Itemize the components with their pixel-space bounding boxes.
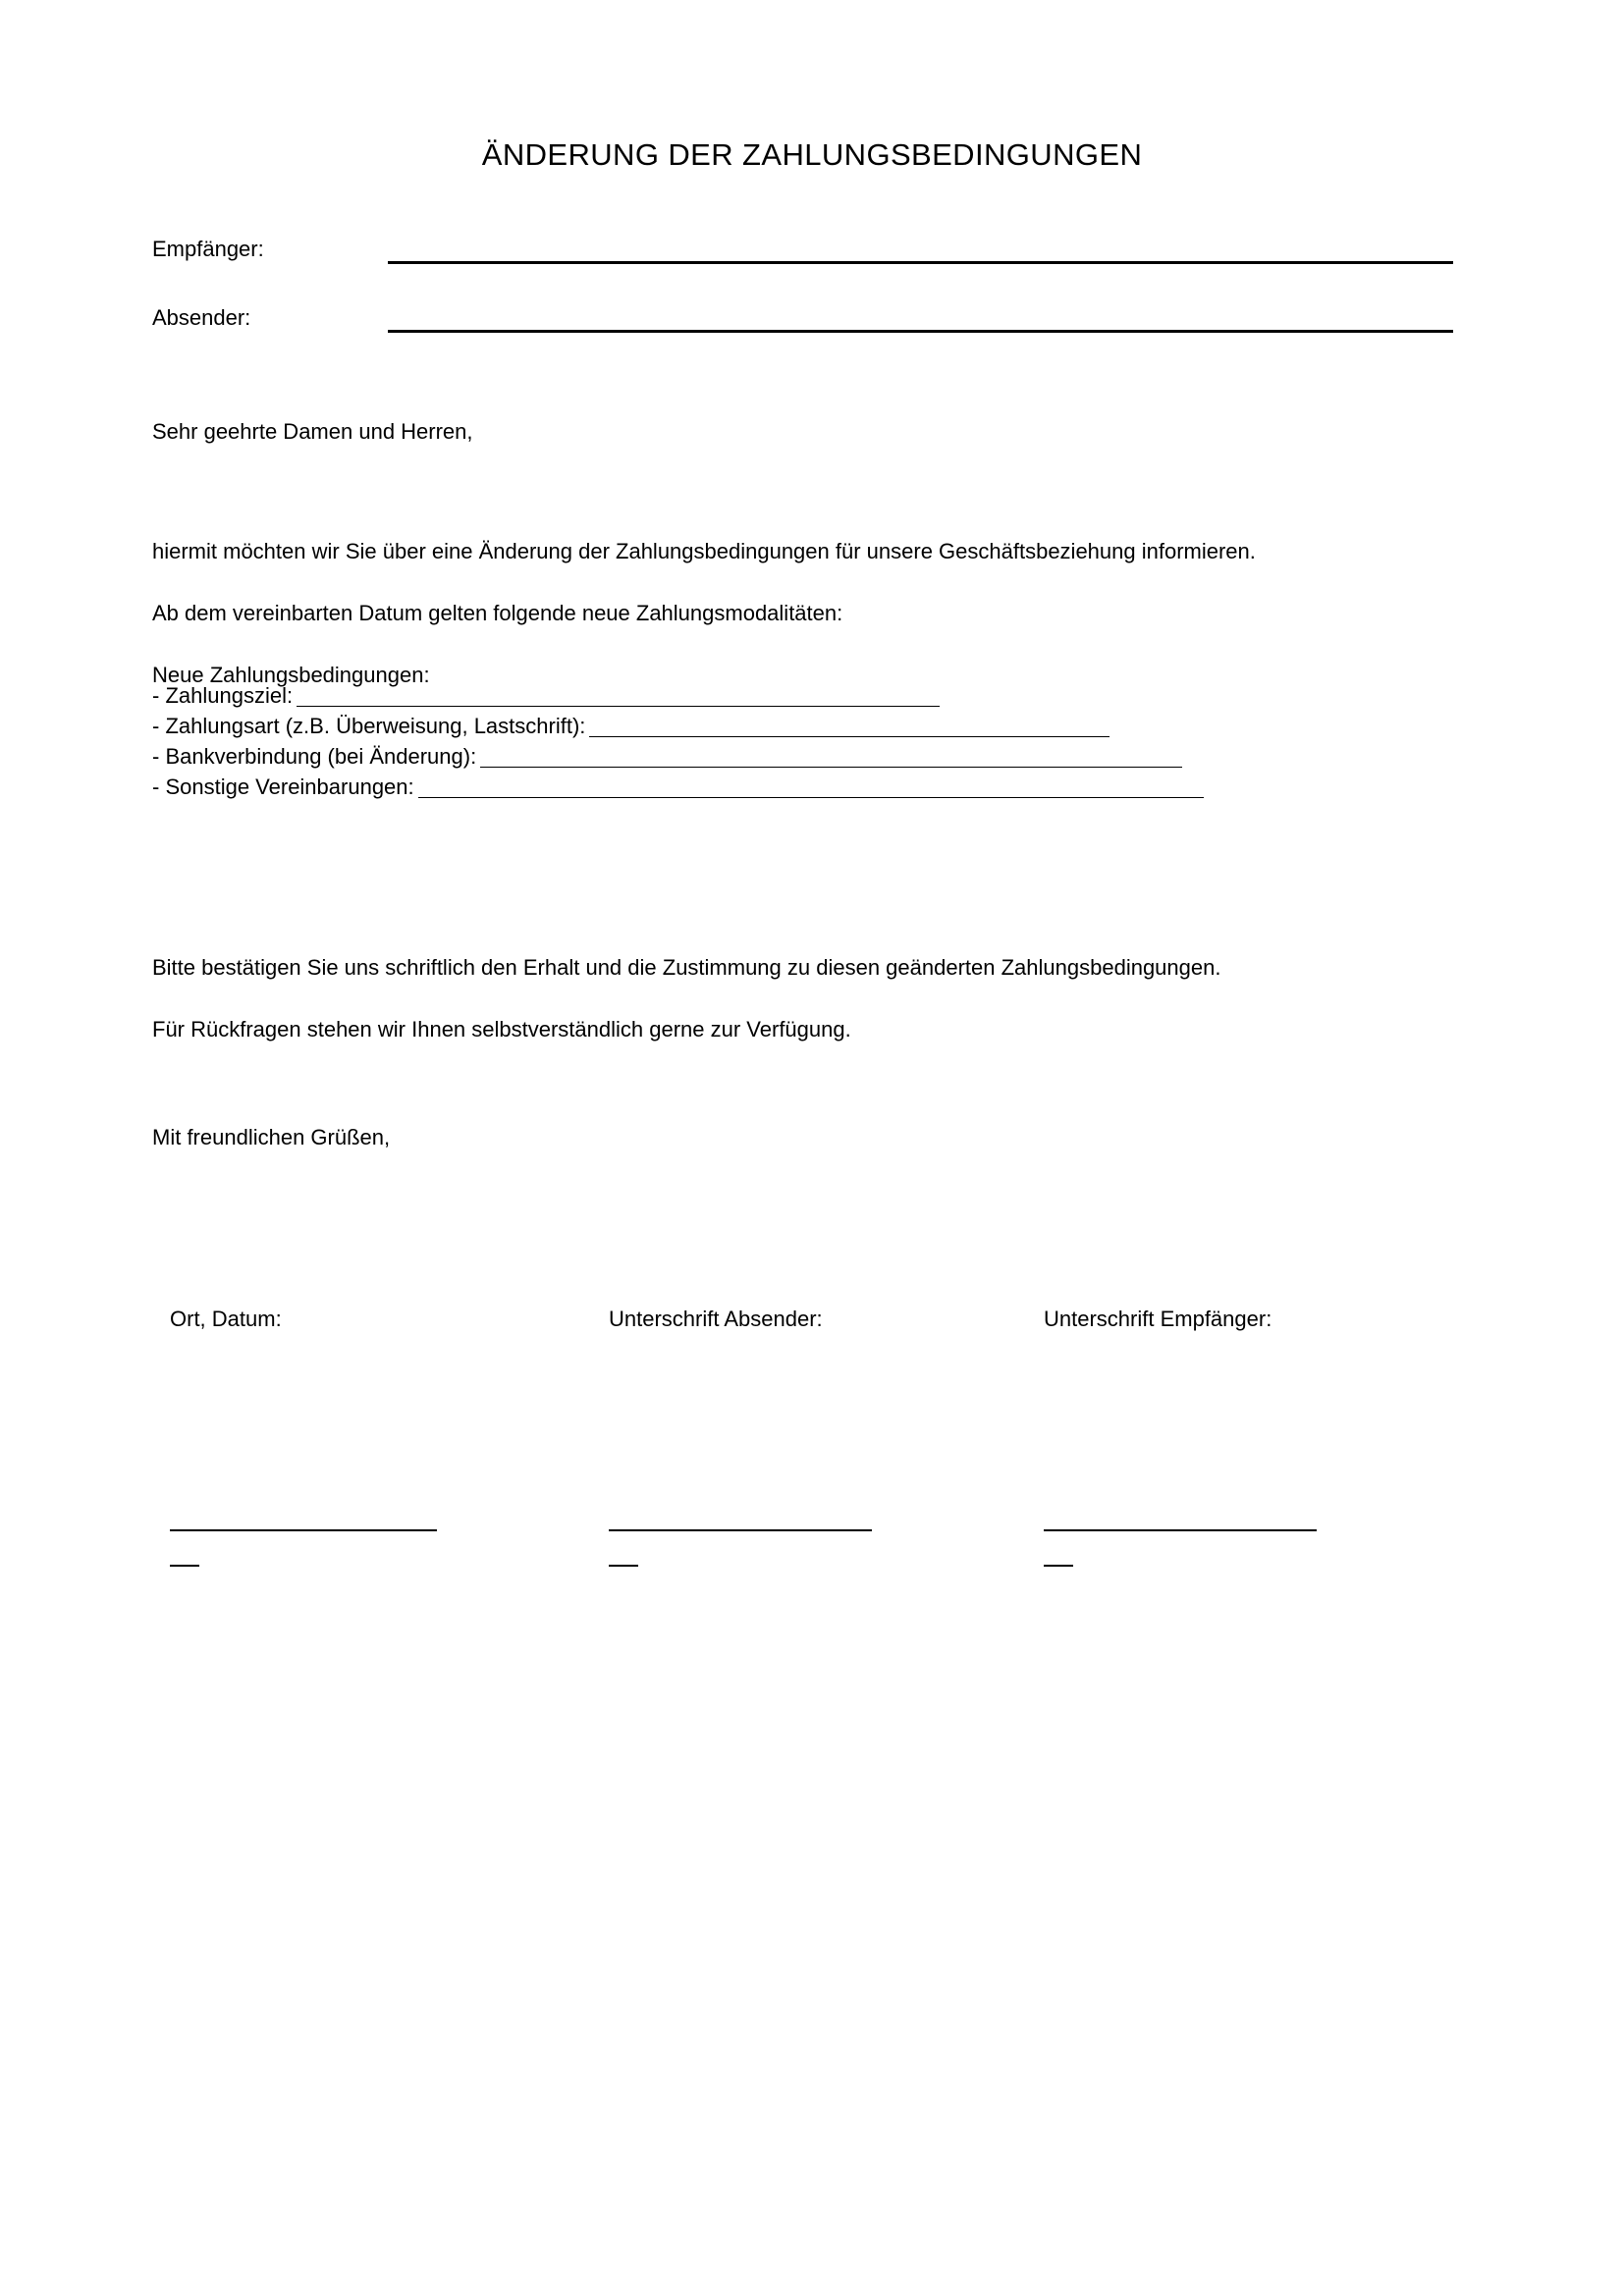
signature-column-ort-datum bbox=[170, 1306, 602, 1333]
signature-rule-stub-empfaenger[interactable] bbox=[1044, 1565, 1073, 1567]
signature-rule-stub-ort-datum[interactable] bbox=[170, 1565, 199, 1567]
fill-rule-zahlungsart[interactable] bbox=[589, 722, 1110, 737]
signature-label-empfaenger: Unterschrift Empfänger: bbox=[1044, 1307, 1272, 1331]
fill-rule-sonstige-vereinbarungen[interactable] bbox=[418, 783, 1204, 798]
signature-rule-stub-absender[interactable] bbox=[609, 1565, 638, 1567]
paragraph-closing: Mit freundlichen Grüßen, bbox=[152, 1125, 391, 1149]
list-item-label: - Bankverbindung (bei Änderung): bbox=[152, 744, 477, 769]
page-title: ÄNDERUNG DER ZAHLUNGSBEDINGUNGEN bbox=[481, 136, 1143, 172]
field-label-empfaenger: Empfänger: bbox=[152, 237, 264, 261]
list-item-label: - Zahlungsart (z.B. Überweisung, Lastschrift): bbox=[152, 714, 586, 738]
signature-label-ort-datum: Ort, Datum: bbox=[170, 1307, 282, 1331]
field-rule-empfaenger[interactable] bbox=[388, 261, 1453, 264]
terms-fill-list bbox=[152, 680, 1204, 802]
list-item-zahlungsziel bbox=[152, 680, 1204, 711]
field-label-absender: Absender: bbox=[152, 305, 251, 330]
list-item-bankverbindung bbox=[152, 741, 1204, 772]
signature-label-absender: Unterschrift Absender: bbox=[609, 1307, 823, 1331]
fill-rule-zahlungsziel[interactable] bbox=[297, 692, 940, 707]
list-item-zahlungsart bbox=[152, 711, 1204, 741]
signature-rule-ort-datum[interactable] bbox=[170, 1529, 437, 1531]
list-item-sonstige-vereinbarungen bbox=[152, 772, 1204, 802]
signature-column-absender bbox=[609, 1306, 1041, 1333]
signature-column-empfaenger bbox=[1044, 1306, 1505, 1333]
list-item-label: - Sonstige Vereinbarungen: bbox=[152, 774, 414, 799]
paragraph-intro: hiermit möchten wir Sie über eine Änderung der Zahlungsbedingungen für unsere Geschäftsbeziehung informieren. bbox=[152, 539, 1256, 563]
fill-rule-bankverbindung[interactable] bbox=[480, 753, 1182, 768]
signature-rule-absender[interactable] bbox=[609, 1529, 872, 1531]
paragraph-effective-date: Ab dem vereinbarten Datum gelten folgende neue Zahlungsmodalitäten: bbox=[152, 601, 843, 625]
list-item-label: - Zahlungsziel: bbox=[152, 683, 294, 708]
paragraph-questions: Für Rückfragen stehen wir Ihnen selbstverständlich gerne zur Verfügung. bbox=[152, 1017, 851, 1041]
signature-rule-empfaenger[interactable] bbox=[1044, 1529, 1317, 1531]
terms-heading: Neue Zahlungsbedingungen: bbox=[152, 663, 430, 687]
field-rule-absender[interactable] bbox=[388, 330, 1453, 333]
paragraph-salutation: Sehr geehrte Damen und Herren, bbox=[152, 419, 473, 444]
paragraph-confirmation-request: Bitte bestätigen Sie uns schriftlich den Erhalt und die Zustimmung zu diesen geänderten Zahlungsbedingungen. bbox=[152, 955, 1221, 980]
